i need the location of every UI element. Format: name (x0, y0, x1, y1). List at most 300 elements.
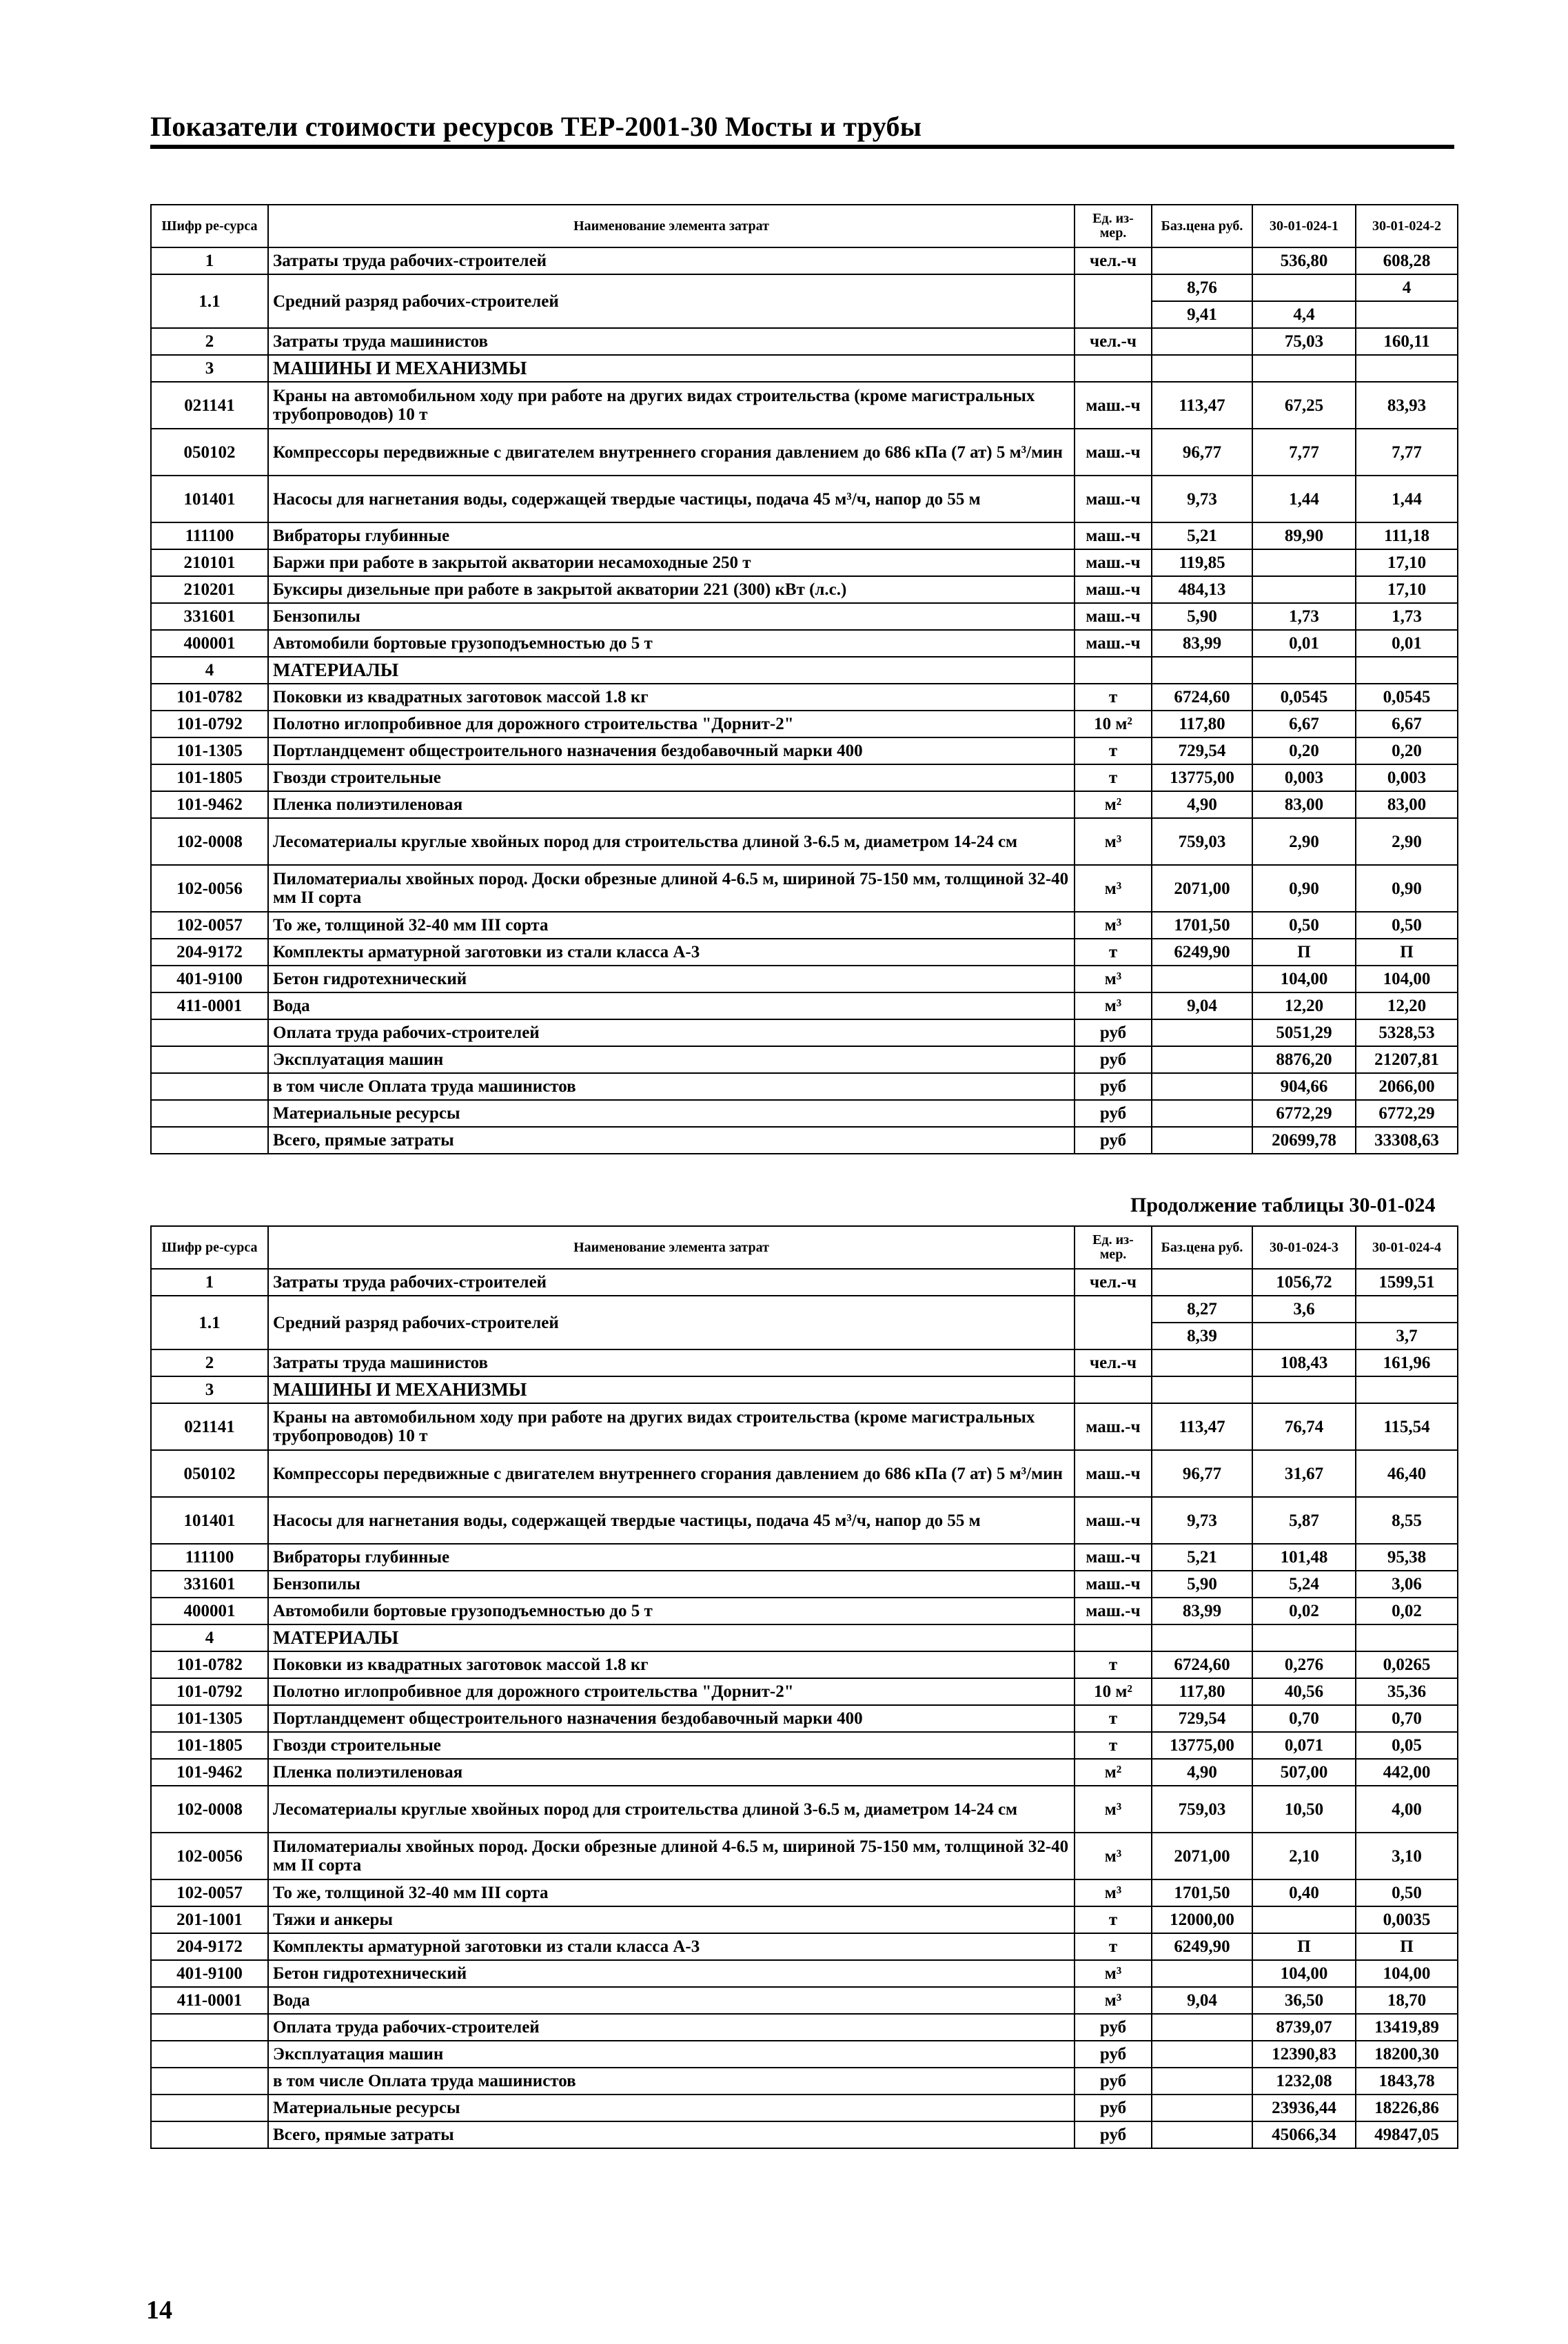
unit-cell: маш.-ч (1075, 1403, 1152, 1450)
base-price-cell: 759,03 (1152, 818, 1252, 865)
value-cell: 161,96 (1356, 1349, 1458, 1376)
base-price-cell: 9,73 (1152, 476, 1252, 522)
unit-cell: маш.-ч (1075, 1598, 1152, 1624)
unit-cell: т (1075, 737, 1152, 764)
value-cell: 5,87 (1252, 1497, 1356, 1544)
table-row (151, 818, 1458, 865)
total-value-cell: 33308,63 (1356, 1127, 1458, 1154)
resource-code: 411-0001 (151, 1987, 268, 2014)
value-cell: 0,276 (1252, 1651, 1356, 1678)
resource-name: Портландцемент общестроительного назначения бездобавочный марки 400 (268, 1705, 1075, 1732)
resource-code: 102-0057 (151, 912, 268, 939)
base-price-cell (1152, 1624, 1252, 1651)
unit-cell: м³ (1075, 818, 1152, 865)
empty-cell (151, 2014, 268, 2041)
resource-code: 1.1 (151, 1296, 268, 1349)
column-header: 30-01-024-2 (1356, 205, 1458, 247)
table-row (151, 1403, 1458, 1450)
value-cell: 0,02 (1356, 1598, 1458, 1624)
base-price-cell: 5,21 (1152, 522, 1252, 549)
table-row (151, 1571, 1458, 1598)
resource-code: 1 (151, 247, 268, 274)
value-cell: 7,77 (1356, 429, 1458, 476)
column-header: Баз.цена руб. (1152, 205, 1252, 247)
resource-name: То же, толщиной 32-40 мм III сорта (268, 912, 1075, 939)
table-row (151, 1349, 1458, 1376)
value-cell (1252, 1376, 1356, 1403)
resource-name: Краны на автомобильном ходу при работе на других видах строительства (кроме магистральных трубопроводов) 10 т (268, 382, 1075, 429)
resource-code: 400001 (151, 630, 268, 657)
value-cell: 75,03 (1252, 328, 1356, 355)
resource-name: Затраты труда машинистов (268, 328, 1075, 355)
value-cell: П (1356, 939, 1458, 966)
table-row (151, 992, 1458, 1019)
resource-name: Баржи при работе в закрытой акватории несамоходные 250 т (268, 549, 1075, 576)
resource-code: 101-0782 (151, 684, 268, 711)
value-cell: 0,0035 (1356, 1906, 1458, 1933)
empty-cell (151, 1100, 268, 1127)
resource-name: Компрессоры передвижные с двигателем внутреннего сгорания давлением до 686 кПа (7 ат) 5 м³/мин (268, 429, 1075, 476)
resource-name: Насосы для нагнетания воды, содержащей твердые частицы, подача 45 м³/ч, напор до 55 м (268, 476, 1075, 522)
unit-cell: 10 м² (1075, 711, 1152, 737)
resource-code: 204-9172 (151, 1933, 268, 1960)
rank-value-cell (1252, 274, 1356, 301)
resource-code: 102-0008 (151, 818, 268, 865)
value-cell (1252, 1906, 1356, 1933)
unit-cell: руб (1075, 1127, 1152, 1154)
unit-cell (1075, 1296, 1152, 1349)
value-cell: 0,20 (1252, 737, 1356, 764)
value-cell: 36,50 (1252, 1987, 1356, 2014)
resource-name: Поковки из квадратных заготовок массой 1.8 кг (268, 684, 1075, 711)
value-cell: 0,50 (1356, 1879, 1458, 1906)
base-price-cell: 6249,90 (1152, 939, 1252, 966)
empty-cell (1152, 1046, 1252, 1073)
table-row-rank (151, 1296, 1458, 1323)
value-cell: 0,0265 (1356, 1651, 1458, 1678)
resource-name: Гвозди строительные (268, 1732, 1075, 1759)
unit-cell (1075, 1624, 1152, 1651)
unit-cell: маш.-ч (1075, 1571, 1152, 1598)
totals-row (151, 2095, 1458, 2121)
table-row (151, 355, 1458, 382)
value-cell: 40,56 (1252, 1678, 1356, 1705)
unit-cell: руб (1075, 2095, 1152, 2121)
totals-label: Всего, прямые затраты (268, 2121, 1075, 2148)
base-price-cell: 9,73 (1152, 1497, 1252, 1544)
resource-code: 1.1 (151, 274, 268, 328)
base-price-cell (1152, 1269, 1252, 1296)
resource-code: 331601 (151, 603, 268, 630)
value-cell: 608,28 (1356, 247, 1458, 274)
total-value-cell: 1232,08 (1252, 2068, 1356, 2095)
resource-code: 4 (151, 657, 268, 684)
value-cell: 5,24 (1252, 1571, 1356, 1598)
table-row (151, 576, 1458, 603)
table-row (151, 939, 1458, 966)
table-row (151, 1497, 1458, 1544)
base-price-cell: 759,03 (1152, 1786, 1252, 1833)
base-price-cell: 4,90 (1152, 791, 1252, 818)
value-cell: 7,77 (1252, 429, 1356, 476)
value-cell: 3,06 (1356, 1571, 1458, 1598)
unit-cell: маш.-ч (1075, 603, 1152, 630)
header-rule (150, 145, 1454, 149)
resource-name: МАТЕРИАЛЫ (268, 1624, 1075, 1651)
base-price-cell: 117,80 (1152, 1678, 1252, 1705)
value-cell: 0,70 (1356, 1705, 1458, 1732)
value-cell: П (1252, 939, 1356, 966)
unit-cell: м³ (1075, 1987, 1152, 2014)
value-cell: 0,02 (1252, 1598, 1356, 1624)
resource-name: Вода (268, 992, 1075, 1019)
table-row (151, 549, 1458, 576)
resource-name: Буксиры дизельные при работе в закрытой акватории 221 (300) кВт (л.с.) (268, 576, 1075, 603)
table-row (151, 1624, 1458, 1651)
table-row (151, 1879, 1458, 1906)
unit-cell: руб (1075, 2041, 1152, 2068)
table-row (151, 684, 1458, 711)
resource-name: Бетон гидротехнический (268, 966, 1075, 992)
resource-code: 401-9100 (151, 966, 268, 992)
rank-value-cell: 8,27 (1152, 1296, 1252, 1323)
unit-cell: т (1075, 1651, 1152, 1678)
resource-code: 3 (151, 1376, 268, 1403)
resource-code: 101401 (151, 1497, 268, 1544)
base-price-cell (1152, 966, 1252, 992)
resource-code: 201-1001 (151, 1906, 268, 1933)
value-cell: 536,80 (1252, 247, 1356, 274)
resource-name: Лесоматериалы круглые хвойных пород для строительства длиной 3-6.5 м, диаметром 14-24 см (268, 818, 1075, 865)
total-value-cell: 20699,78 (1252, 1127, 1356, 1154)
column-header: Шифр ре-сурса (151, 205, 268, 247)
value-cell: 1599,51 (1356, 1269, 1458, 1296)
total-value-cell: 45066,34 (1252, 2121, 1356, 2148)
resource-code: 331601 (151, 1571, 268, 1598)
resource-name: Пиломатериалы хвойных пород. Доски обрезные длиной 4-6.5 м, шириной 75-150 мм, толщиной 32-40 мм II сорта (268, 1833, 1075, 1879)
unit-cell: маш.-ч (1075, 476, 1152, 522)
rank-value-cell: 3,7 (1356, 1323, 1458, 1349)
base-price-cell: 2071,00 (1152, 1833, 1252, 1879)
value-cell: 0,05 (1356, 1732, 1458, 1759)
empty-cell (1152, 1073, 1252, 1100)
value-cell: 0,90 (1252, 865, 1356, 912)
value-cell: 1,73 (1356, 603, 1458, 630)
unit-cell (1075, 1376, 1152, 1403)
unit-cell: т (1075, 1933, 1152, 1960)
unit-cell: т (1075, 939, 1152, 966)
page-title: Показатели стоимости ресурсов ТЕР-2001-30 Мосты и трубы (150, 111, 922, 142)
empty-cell (151, 2041, 268, 2068)
rank-value-cell: 4 (1356, 274, 1458, 301)
value-cell: 95,38 (1356, 1544, 1458, 1571)
table-row (151, 522, 1458, 549)
empty-cell (151, 1019, 268, 1046)
resource-name: Автомобили бортовые грузоподъемностью до 5 т (268, 630, 1075, 657)
empty-cell (1152, 2014, 1252, 2041)
table-row (151, 1960, 1458, 1987)
base-price-cell (1152, 328, 1252, 355)
value-cell: 17,10 (1356, 549, 1458, 576)
unit-cell: м³ (1075, 912, 1152, 939)
table-row (151, 711, 1458, 737)
total-value-cell: 8876,20 (1252, 1046, 1356, 1073)
base-price-cell: 6724,60 (1152, 1651, 1252, 1678)
totals-label: в том числе Оплата труда машинистов (268, 1073, 1075, 1100)
table-row (151, 1833, 1458, 1879)
resource-name: Поковки из квадратных заготовок массой 1.8 кг (268, 1651, 1075, 1678)
empty-cell (151, 1046, 268, 1073)
total-value-cell: 5051,29 (1252, 1019, 1356, 1046)
base-price-cell: 117,80 (1152, 711, 1252, 737)
table-row (151, 657, 1458, 684)
value-cell: 12,20 (1356, 992, 1458, 1019)
table-row (151, 1987, 1458, 2014)
value-cell: 2,90 (1356, 818, 1458, 865)
value-cell (1252, 576, 1356, 603)
rank-value-cell: 3,6 (1252, 1296, 1356, 1323)
column-header: Наименование элемента затрат (268, 205, 1075, 247)
rank-value-cell (1356, 1296, 1458, 1323)
resource-code: 102-0056 (151, 1833, 268, 1879)
resource-name: Комплекты арматурной заготовки из стали класса А-3 (268, 1933, 1075, 1960)
resource-name: Бензопилы (268, 603, 1075, 630)
base-price-cell: 96,77 (1152, 429, 1252, 476)
total-value-cell: 5328,53 (1356, 1019, 1458, 1046)
value-cell: 4,00 (1356, 1786, 1458, 1833)
column-header: Ед. из-мер. (1075, 205, 1152, 247)
total-value-cell: 6772,29 (1252, 1100, 1356, 1127)
value-cell: 104,00 (1252, 966, 1356, 992)
unit-cell: м³ (1075, 1786, 1152, 1833)
resource-code: 101-1805 (151, 1732, 268, 1759)
empty-cell (151, 2121, 268, 2148)
unit-cell: т (1075, 1732, 1152, 1759)
value-cell: 10,50 (1252, 1786, 1356, 1833)
rank-value-cell: 9,41 (1152, 301, 1252, 328)
resource-name: Насосы для нагнетания воды, содержащей твердые частицы, подача 45 м³/ч, напор до 55 м (268, 1497, 1075, 1544)
base-price-cell: 9,04 (1152, 1987, 1252, 2014)
value-cell: 115,54 (1356, 1403, 1458, 1450)
table-row (151, 737, 1458, 764)
unit-cell (1075, 355, 1152, 382)
resource-code: 102-0008 (151, 1786, 268, 1833)
resource-code: 204-9172 (151, 939, 268, 966)
unit-cell: чел.-ч (1075, 247, 1152, 274)
value-cell (1356, 1624, 1458, 1651)
table-body (151, 247, 1458, 1154)
base-price-cell: 13775,00 (1152, 1732, 1252, 1759)
value-cell (1252, 657, 1356, 684)
unit-cell: т (1075, 764, 1152, 791)
value-cell: 8,55 (1356, 1497, 1458, 1544)
totals-row (151, 1019, 1458, 1046)
resource-code: 111100 (151, 522, 268, 549)
value-cell: 0,50 (1356, 912, 1458, 939)
resource-code: 2 (151, 328, 268, 355)
resource-code: 101-1305 (151, 737, 268, 764)
base-price-cell (1152, 657, 1252, 684)
value-cell: 89,90 (1252, 522, 1356, 549)
unit-cell: м² (1075, 1759, 1152, 1786)
resource-code: 101-1805 (151, 764, 268, 791)
table-row (151, 382, 1458, 429)
totals-label: Оплата труда рабочих-строителей (268, 2014, 1075, 2041)
unit-cell: чел.-ч (1075, 1349, 1152, 1376)
value-cell: 17,10 (1356, 576, 1458, 603)
unit-cell: маш.-ч (1075, 382, 1152, 429)
totals-row (151, 1073, 1458, 1100)
unit-cell: маш.-ч (1075, 1450, 1152, 1497)
column-header: 30-01-024-1 (1252, 205, 1356, 247)
base-price-cell: 83,99 (1152, 630, 1252, 657)
resource-name: Пленка полиэтиленовая (268, 791, 1075, 818)
table-row (151, 1450, 1458, 1497)
table-row (151, 1933, 1458, 1960)
page-number: 14 (146, 2296, 172, 2325)
resource-name: МАТЕРИАЛЫ (268, 657, 1075, 684)
resource-code: 101-9462 (151, 1759, 268, 1786)
unit-cell: м³ (1075, 1833, 1152, 1879)
unit-cell: маш.-ч (1075, 429, 1152, 476)
table-row (151, 1906, 1458, 1933)
unit-cell (1075, 657, 1152, 684)
totals-row (151, 2121, 1458, 2148)
base-price-cell (1152, 355, 1252, 382)
unit-cell: руб (1075, 1046, 1152, 1073)
total-value-cell: 12390,83 (1252, 2041, 1356, 2068)
value-cell: 108,43 (1252, 1349, 1356, 1376)
totals-label: Эксплуатация машин (268, 1046, 1075, 1073)
totals-label: Всего, прямые затраты (268, 1127, 1075, 1154)
base-price-cell: 6724,60 (1152, 684, 1252, 711)
base-price-cell (1152, 1376, 1252, 1403)
value-cell: 0,90 (1356, 865, 1458, 912)
totals-label: в том числе Оплата труда машинистов (268, 2068, 1075, 2095)
empty-cell (151, 1073, 268, 1100)
column-header: 30-01-024-3 (1252, 1226, 1356, 1269)
empty-cell (1152, 2121, 1252, 2148)
resource-table-2 (150, 1225, 1458, 2149)
rank-value-cell: 8,39 (1152, 1323, 1252, 1349)
value-cell: 104,00 (1252, 1960, 1356, 1987)
resource-name: Средний разряд рабочих-строителей (268, 274, 1075, 328)
total-value-cell: 904,66 (1252, 1073, 1356, 1100)
value-cell: 35,36 (1356, 1678, 1458, 1705)
resource-code: 021141 (151, 1403, 268, 1450)
table-row (151, 1651, 1458, 1678)
value-cell: 0,003 (1252, 764, 1356, 791)
base-price-cell: 1701,50 (1152, 1879, 1252, 1906)
resource-name: Пиломатериалы хвойных пород. Доски обрезные длиной 4-6.5 м, шириной 75-150 мм, толщиной 32-40 мм II сорта (268, 865, 1075, 912)
value-cell: 160,11 (1356, 328, 1458, 355)
resource-code: 1 (151, 1269, 268, 1296)
table-row (151, 1705, 1458, 1732)
table-row (151, 1269, 1458, 1296)
resource-code: 101-9462 (151, 791, 268, 818)
rank-value-cell (1252, 1323, 1356, 1349)
base-price-cell: 13775,00 (1152, 764, 1252, 791)
base-price-cell: 12000,00 (1152, 1906, 1252, 1933)
base-price-cell: 83,99 (1152, 1598, 1252, 1624)
resource-name: Средний разряд рабочих-строителей (268, 1296, 1075, 1349)
resource-name: Затраты труда рабочих-строителей (268, 1269, 1075, 1296)
total-value-cell: 18226,86 (1356, 2095, 1458, 2121)
table-row (151, 1598, 1458, 1624)
resource-name: Компрессоры передвижные с двигателем внутреннего сгорания давлением до 686 кПа (7 ат) 5 м³/мин (268, 1450, 1075, 1497)
table-row (151, 328, 1458, 355)
unit-cell: руб (1075, 2014, 1152, 2041)
resource-name: Гвозди строительные (268, 764, 1075, 791)
value-cell: 111,18 (1356, 522, 1458, 549)
unit-cell: маш.-ч (1075, 1497, 1152, 1544)
resource-code: 101-0792 (151, 1678, 268, 1705)
table-row (151, 1786, 1458, 1833)
unit-cell: руб (1075, 2121, 1152, 2148)
resource-name: Затраты труда рабочих-строителей (268, 247, 1075, 274)
base-price-cell: 113,47 (1152, 1403, 1252, 1450)
table-row (151, 865, 1458, 912)
value-cell (1356, 657, 1458, 684)
base-price-cell (1152, 247, 1252, 274)
value-cell: 3,10 (1356, 1833, 1458, 1879)
value-cell: 76,74 (1252, 1403, 1356, 1450)
table-row (151, 1376, 1458, 1403)
value-cell: 18,70 (1356, 1987, 1458, 2014)
value-cell: П (1252, 1933, 1356, 1960)
resource-name: То же, толщиной 32-40 мм III сорта (268, 1879, 1075, 1906)
unit-cell: маш.-ч (1075, 630, 1152, 657)
totals-label: Оплата труда рабочих-строителей (268, 1019, 1075, 1046)
unit-cell: чел.-ч (1075, 1269, 1152, 1296)
value-cell: 442,00 (1356, 1759, 1458, 1786)
unit-cell: м³ (1075, 1879, 1152, 1906)
unit-cell: м³ (1075, 865, 1152, 912)
unit-cell: м³ (1075, 1960, 1152, 1987)
unit-cell: маш.-ч (1075, 1544, 1152, 1571)
base-price-cell: 5,90 (1152, 603, 1252, 630)
unit-cell: маш.-ч (1075, 576, 1152, 603)
empty-cell (1152, 1127, 1252, 1154)
column-header: Баз.цена руб. (1152, 1226, 1252, 1269)
unit-cell: т (1075, 684, 1152, 711)
unit-cell: маш.-ч (1075, 522, 1152, 549)
base-price-cell (1152, 1960, 1252, 1987)
resource-code: 102-0056 (151, 865, 268, 912)
value-cell: 83,93 (1356, 382, 1458, 429)
unit-cell: маш.-ч (1075, 549, 1152, 576)
value-cell: 0,0545 (1252, 684, 1356, 711)
table-row (151, 247, 1458, 274)
table-row (151, 630, 1458, 657)
unit-cell: т (1075, 1705, 1152, 1732)
value-cell (1252, 355, 1356, 382)
unit-cell: м³ (1075, 992, 1152, 1019)
resource-name: Пленка полиэтиленовая (268, 1759, 1075, 1786)
empty-cell (1152, 2041, 1252, 2068)
value-cell: 0,40 (1252, 1879, 1356, 1906)
empty-cell (1152, 2095, 1252, 2121)
table-row (151, 429, 1458, 476)
value-cell: 104,00 (1356, 1960, 1458, 1987)
value-cell: 0,70 (1252, 1705, 1356, 1732)
resource-code: 021141 (151, 382, 268, 429)
base-price-cell: 113,47 (1152, 382, 1252, 429)
value-cell: 0,20 (1356, 737, 1458, 764)
value-cell: 0,01 (1356, 630, 1458, 657)
value-cell: 6,67 (1252, 711, 1356, 737)
total-value-cell: 6772,29 (1356, 1100, 1458, 1127)
